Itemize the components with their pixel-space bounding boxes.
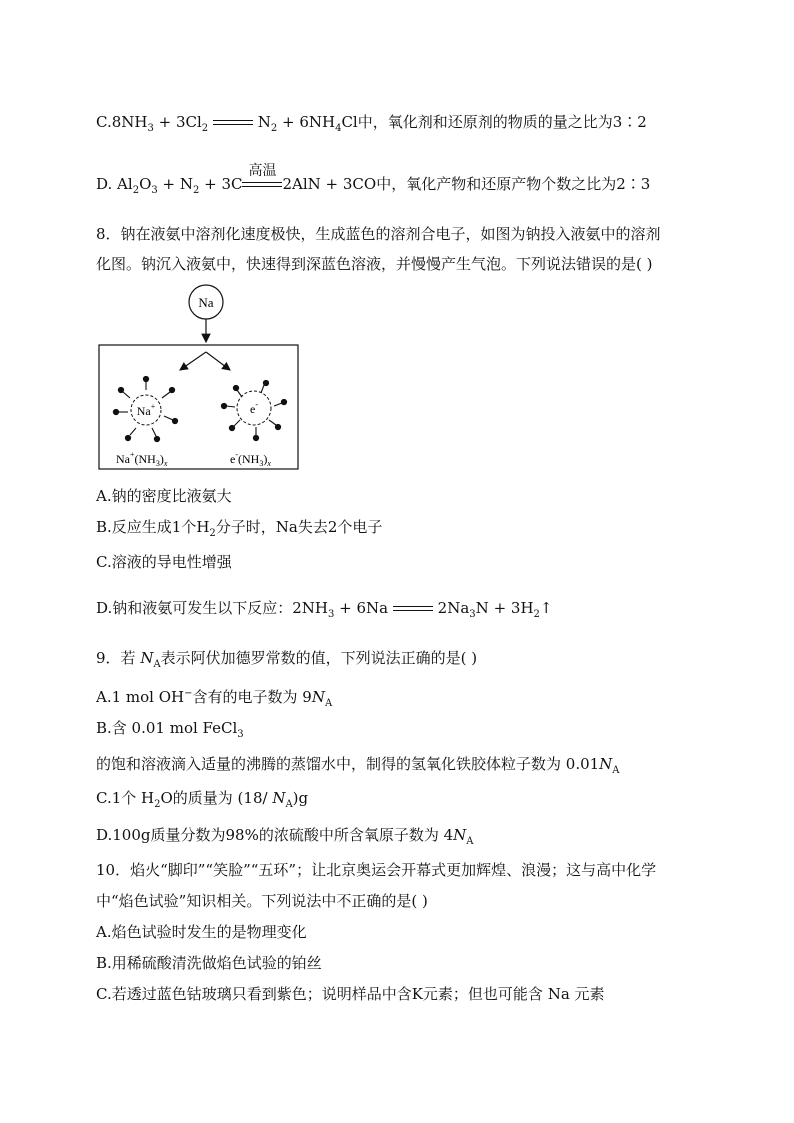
formula: + 6NH <box>277 113 336 131</box>
q8-option-b <box>96 517 382 544</box>
formula: + 3C <box>199 175 243 193</box>
equals-sign <box>213 119 253 127</box>
q9-option-a <box>96 684 332 714</box>
subscript: A <box>466 836 474 847</box>
sodium-atom-label: Na <box>198 295 214 310</box>
label-sodium-ammonia: $Na^+(NH_3)_x$ <box>116 450 168 468</box>
option-text: C.1个 H <box>96 789 155 807</box>
option-letter: D. <box>96 175 113 193</box>
avogadro-symbol: N <box>453 826 467 844</box>
q10-option-a: A.焰色试验时发生的是物理变化 <box>96 923 307 941</box>
avogadro-symbol: N <box>272 789 286 807</box>
avogadro-symbol: N <box>140 649 154 667</box>
option-text: 的饱和溶液滴入适量的沸腾的蒸馏水中，制得的氢氧化铁胶体粒子数为 0.01 <box>96 755 600 773</box>
q8-option-d <box>96 598 552 625</box>
q10-option-c: C.若透过蓝色钴玻璃只看到紫色；说明样品中含K元素；但也可能含 Na 元素 <box>96 985 605 1003</box>
q7-option-d <box>96 163 651 201</box>
avogadro-symbol: N <box>311 688 325 706</box>
formula: N <box>257 113 271 131</box>
q8-option-a: A.钠的密度比液氨大 <box>96 487 232 505</box>
equals-sign-with-condition <box>242 163 282 189</box>
subscript: 3 <box>469 609 476 620</box>
split-arrow-left <box>180 352 206 370</box>
q8-option-c: C.溶液的导电性增强 <box>96 553 232 571</box>
subscript: 2 <box>192 185 200 196</box>
formula: + N <box>157 175 193 193</box>
subscript: 2 <box>132 185 140 196</box>
option-text: D.100g质量分数为98%的浓硫酸中所含氧原子数为 4 <box>96 826 454 844</box>
sodium-ion-label: Na+ <box>136 402 156 418</box>
subscript: 2 <box>533 609 540 620</box>
option-text: )g <box>292 789 309 807</box>
formula: Al <box>117 175 133 193</box>
formula: O <box>139 175 152 193</box>
subscript: A <box>285 799 293 810</box>
electron-label: e- <box>250 400 258 416</box>
subscript: 2 <box>270 123 278 134</box>
subscript: 2 <box>201 123 209 134</box>
gas-up-arrow-icon: ↑ <box>539 599 553 617</box>
subscript: 2 <box>154 799 161 810</box>
subscript: 3 <box>237 729 244 740</box>
formula: N + 3H <box>475 599 534 617</box>
subscript: 3 <box>147 123 154 134</box>
q9-option-b-line-2 <box>96 754 620 781</box>
option-text: B.反应生成1个H <box>96 518 210 536</box>
q10-option-b: B.用稀硫酸清洗做焰色试验的铂丝 <box>96 954 322 972</box>
formula: + 6Na <box>334 599 389 617</box>
option-text: B.含 0.01 mol FeCl <box>96 719 238 737</box>
option-text: 分子时，Na失去2个电子 <box>215 518 383 536</box>
q8-stem-line-1: 8．钠在液氨中溶剂化速度极快，生成蓝色的溶剂合电子，如图为钠投入液氨中的溶剂 <box>96 225 661 243</box>
formula: 8NH <box>111 113 148 131</box>
q9-option-d <box>96 825 474 852</box>
q10-stem-line-1: 10．焰火“脚印”“笑脸”“五环”；让北京奥运会开幕式更加辉煌、浪漫；这与高中化学 <box>96 861 657 879</box>
avogadro-symbol: N <box>599 755 613 773</box>
subscript: 4 <box>335 123 342 134</box>
formula: 1 mol OH <box>111 688 185 706</box>
stem-text: 表示阿伏加德罗常数的值，下列说法正确的是( ) <box>160 649 478 667</box>
q9-option-b-line-1 <box>96 718 244 745</box>
formula: Cl <box>341 113 358 131</box>
option-letter: A. <box>96 688 112 706</box>
q7-option-c <box>96 112 647 139</box>
subscript: A <box>153 659 161 670</box>
option-text: D.钠和液氨可发生以下反应： <box>96 599 293 617</box>
formula: 2AlN + 3CO <box>282 175 377 193</box>
solvation-diagram <box>96 282 300 472</box>
subscript: 2 <box>209 528 216 539</box>
formula: 2NH <box>292 599 329 617</box>
option-text: O的质量为 (18/ <box>160 789 273 807</box>
subscript: 3 <box>151 185 158 196</box>
superscript: − <box>184 688 193 699</box>
q9-option-c <box>96 788 308 815</box>
q10-stem-line-2: 中“焰色试验”知识相关。下列说法中不正确的是( ) <box>96 892 428 910</box>
stem-text: 9．若 <box>96 649 141 667</box>
formula: + 3Cl <box>153 113 202 131</box>
diagram-frame <box>99 345 298 469</box>
label-electron-ammonia: $e^-(NH_3)_x$ <box>230 450 271 468</box>
option-text: 中，氧化剂和还原剂的物质的量之比为3∶2 <box>357 113 647 131</box>
q8-stem-line-2: 化图。钠沉入液氨中，快速得到深蓝色溶液，并慢慢产生气泡。下列说法错误的是( ) <box>96 255 653 273</box>
equals-sign <box>393 605 433 613</box>
formula: 2Na <box>437 599 470 617</box>
option-text: 中，氧化产物和还原产物个数之比为2∶3 <box>376 175 651 193</box>
reaction-condition: 高温 <box>248 163 277 179</box>
option-letter: C. <box>96 113 112 131</box>
subscript: A <box>612 765 620 776</box>
q9-stem <box>96 648 477 675</box>
split-arrow-right <box>206 352 230 370</box>
subscript: 3 <box>328 609 335 620</box>
subscript: A <box>324 698 333 709</box>
option-text: 含有的电子数为 9 <box>192 688 312 706</box>
